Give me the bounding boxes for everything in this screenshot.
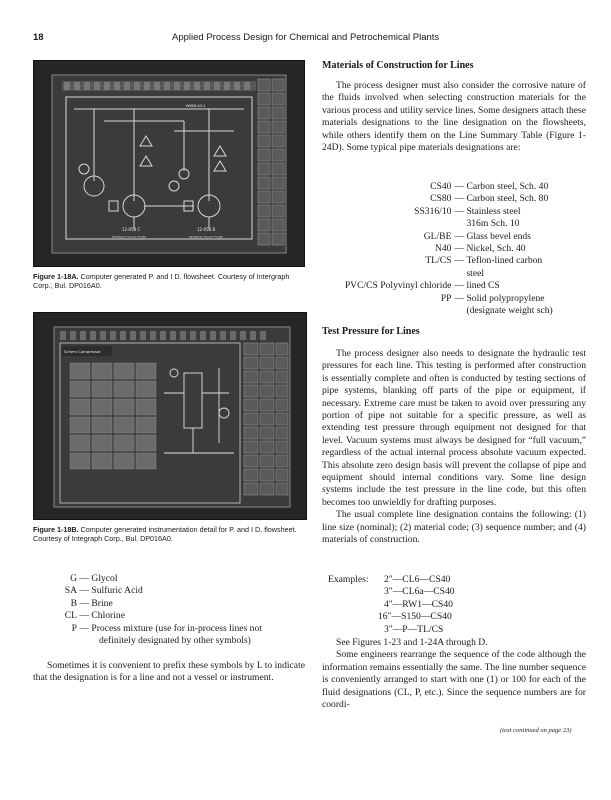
figure-1-18a-caption-text: Computer generated P. and I D. flowsheet. Courtesy of Intergraph Corp., Bul. DP016A0. [33, 272, 290, 290]
symbol-row: P — Process mixture (use for in-process lines not [33, 623, 305, 635]
closing-paragraphs [322, 637, 586, 711]
prefix-paragraph-text: Sometimes it is convenient to prefix these symbols by L to indicate that the designation is for a line and not a vessel or instrument. [33, 660, 305, 684]
symbol-row: G — Glycol [33, 573, 305, 585]
designation-row: N40 — Nickel, Sch. 40 [322, 243, 592, 255]
test-pressure-paragraphs [322, 348, 586, 547]
designation-desc: 316m Sch. 10 [466, 218, 520, 230]
designation-code: PP [440, 292, 452, 304]
designation-desc: Nickel, Sch. 40 [466, 243, 526, 255]
fluid-symbol-list [33, 573, 305, 647]
examples-label: Examples: [328, 574, 369, 585]
screen-label-4: INTERCO FOOCT FUMP [112, 235, 146, 239]
designation-desc: Carbon steel, Sch. 80 [466, 193, 549, 205]
symbol-code: SA [64, 585, 77, 597]
test-paragraph-1: The process designer also needs to designate the hydraulic test pressures for each line. This testing is performed after construction is essentially complete and often is conducted by testing sections of pipe systems, blanking off parts of the pipe or equipment, if necessary. Extreme care must be taken to avoid over pressuring any portion of pipe not suitable for a specific pressure, as well as extending test pressure through equipment not designed for that level. Vacuum systems must always be designed for “full vacuum,” regardless of the actual internal process absolute vacuum expected. This absolute zero design basis will prevent the collapse of pipe and equipment should internal conditions vary. Some line design systems include the test pressure in the line code, but this often becomes too unwieldly for drafting purposes. [322, 348, 586, 508]
symbol-row: CL — Chlorine [33, 610, 305, 622]
designation-code: CS40 [430, 181, 452, 192]
test-paragraph-2: The usual complete line designation contains the following: (1) line size (nominal); (2) material code; (3) sequence number; and (4) materials of construction. [322, 509, 586, 546]
materials-heading: Materials of Construction for Lines [322, 60, 474, 71]
figure-1-18a-caption [33, 272, 307, 290]
figure-1-18a-image [33, 60, 305, 267]
line-designation-examples [328, 574, 568, 636]
symbol-meaning: Sulfuric Acid [91, 585, 143, 597]
screen-label-5: INTERCO FOOCT FUMP [189, 235, 223, 239]
designation-desc: Stainless steel [466, 205, 521, 217]
example-row [328, 611, 568, 623]
symbol-code: G [70, 573, 77, 584]
page-number: 18 [33, 32, 44, 43]
figure-1-18b-label: Figure 1-18B. [33, 525, 79, 534]
symbol-meaning: Chlorine [91, 610, 125, 622]
symbol-meaning: Process mixture (use for in-process lines not [91, 622, 262, 634]
designation-row: PVC/CS Polyvinyl chloride — lined CS [322, 280, 592, 292]
figure-1-18b-image [33, 312, 307, 520]
designation-code: GL/BE [423, 230, 452, 242]
designation-row-continued [322, 305, 592, 317]
designation-row: SS316/10 — Stainless steel [322, 206, 592, 218]
example-row [328, 624, 568, 636]
example-row [328, 574, 568, 586]
example-code: 3"—CL6a—CS40 [384, 586, 455, 598]
symbol-row: SA — Sulfuric Acid [33, 585, 305, 597]
designation-desc: Teflon-lined carbon [466, 255, 543, 267]
materials-designation-list [322, 181, 592, 317]
designation-row: GL/BE — Glass bevel ends [322, 231, 592, 243]
designation-row-continued [322, 218, 592, 230]
instrumentation-screen-graphic [34, 313, 306, 519]
test-paragraph-3: Some engineers rearrange the sequence of the code although the information remains essentially the same. The line number sequence is conveniently arranged to start with one (1) or 100 for each of the fluid designations (CL, P, etc.). Since the sequence numbers are for coordi- [322, 649, 586, 711]
see-figures-text: See Figures 1-23 and 1-24A through D. [336, 637, 488, 648]
materials-paragraph-text: The process designer must also consider the corrosive nature of the fluids involved when selecting construction materials for the various process and utility service lines. Some designers attach these materials designations to the line designation on the flowsheets, while others identify them on the Line Summary Table (Figure 1-24D). Some typical pipe materials designations are: [322, 80, 586, 154]
example-code: 3"—P—TL/CS [384, 623, 444, 635]
designation-code: TL/CS [425, 255, 452, 267]
screen-label-2: 12-058 C [122, 227, 141, 232]
designation-row: CS40 — Carbon steel, Sch. 40 [322, 181, 592, 193]
symbol-code: CL [64, 610, 77, 622]
example-row [328, 599, 568, 611]
symbol-code: B [70, 597, 77, 609]
designation-code: PVC/CS Polyvinyl chloride [344, 280, 452, 292]
symbol-row-continued [33, 635, 305, 647]
designation-desc: lined CS [466, 280, 500, 292]
designation-desc: steel [466, 267, 485, 279]
example-code: 4"—RW1—CS40 [384, 598, 453, 610]
figure-1-18b-caption [33, 525, 307, 543]
figure-1-18b-caption-text: Computer generated instrumentation detail for P. and I D. flowsheet. Courtesy of Integraph Corp., Bul. DP016A0. [33, 525, 297, 543]
screen-label-1: WWW-43-1 [186, 104, 206, 108]
test-pressure-heading: Test Pressure for Lines [322, 326, 420, 337]
designation-desc: Carbon steel, Sch. 40 [466, 181, 549, 192]
symbol-meaning: Brine [91, 597, 113, 609]
designation-row: CS80 — Carbon steel, Sch. 80 [322, 193, 592, 205]
designation-desc: Solid polypropylene [466, 292, 545, 304]
figure-1-18a-label: Figure 1-18A. [33, 272, 79, 281]
flowsheet-screen-graphic [34, 61, 304, 266]
symbol-meaning: Glycol [91, 573, 118, 584]
designation-code: CS80 [430, 193, 452, 205]
symbol-meaning-continued: definitely designated by other symbols) [99, 635, 251, 647]
materials-paragraph [322, 80, 586, 154]
designation-desc: Glass bevel ends [466, 230, 531, 242]
symbol-row: B — Brine [33, 598, 305, 610]
prefix-paragraph [33, 660, 305, 685]
continued-note: (text continued on page 23) [500, 727, 572, 734]
screen-label-3: 12-058 B [197, 227, 216, 232]
designation-row-continued [322, 268, 592, 280]
designation-code: N40 [434, 243, 452, 255]
symbol-code: P [71, 622, 77, 634]
designation-code: SS316/10 [414, 205, 452, 217]
designation-desc: (designate weight sch) [466, 305, 553, 317]
example-code: 2"—CL6—CS40 [384, 574, 451, 585]
screen-title: Schem Compressor [64, 349, 101, 354]
example-code: 16"—S150—CS40 [378, 611, 452, 623]
designation-row: PP — Solid polypropylene [322, 293, 592, 305]
designation-row: TL/CS — Teflon-lined carbon [322, 255, 592, 267]
example-row [328, 586, 568, 598]
running-head: Applied Process Design for Chemical and Petrochemical Plants [172, 32, 440, 43]
